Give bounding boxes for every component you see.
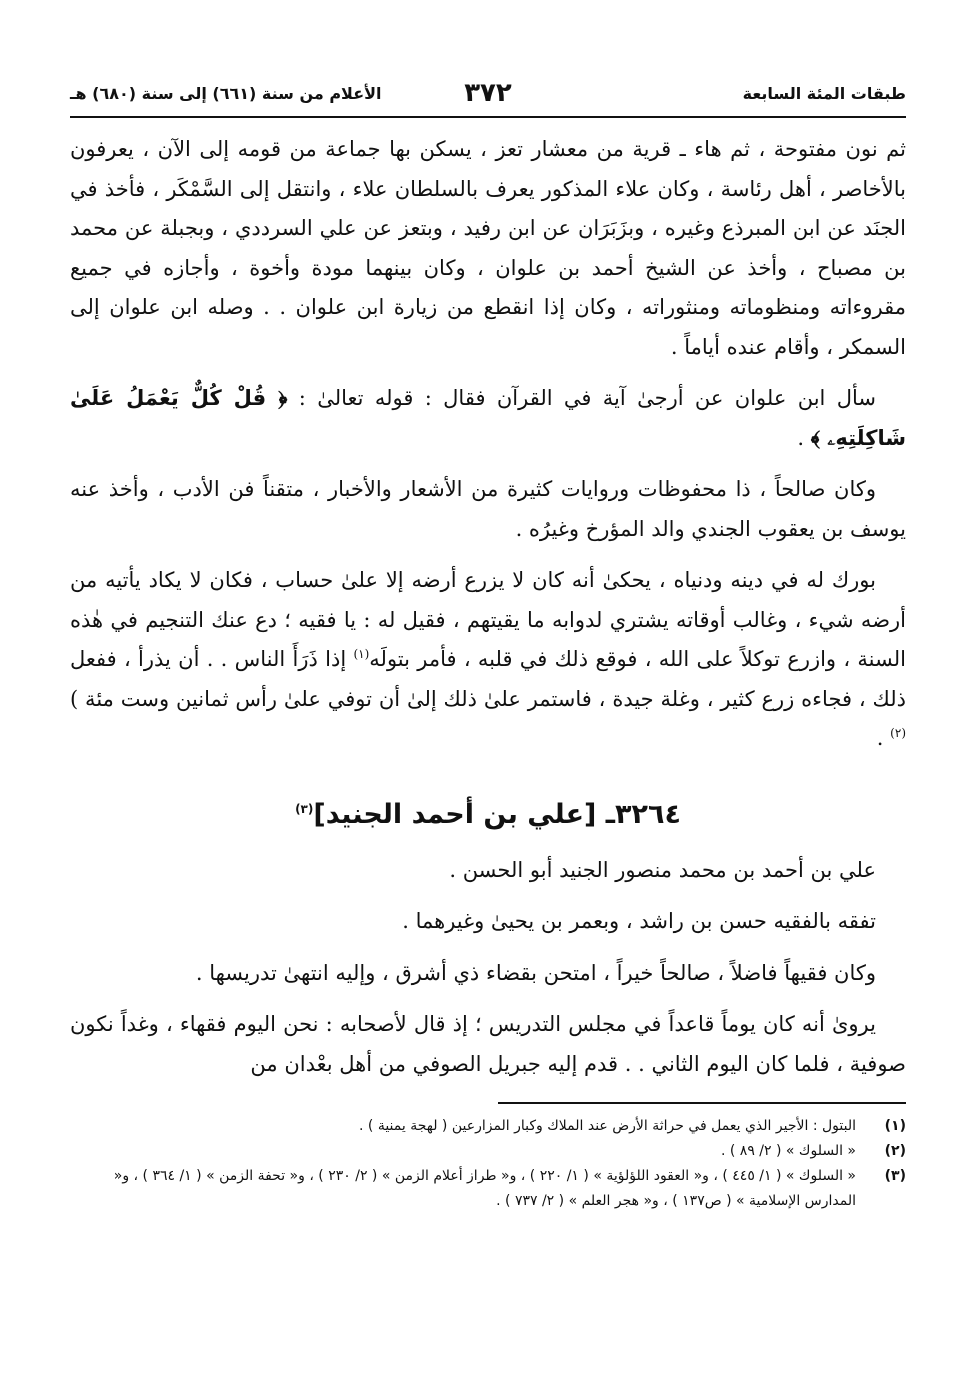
footnote-number: (١): [884, 1118, 906, 1134]
footnote-number: (٣): [884, 1168, 906, 1184]
book-section-title: طبقات المئة السابعة: [742, 84, 906, 103]
footnote-marker-2[interactable]: (٢): [890, 726, 906, 740]
quran-end: .: [797, 425, 805, 450]
entry-heading: [70, 795, 906, 835]
paragraph-1: ثم نون مفتوحة ، ثم هاء ـ قرية من معشار تعز ، يسكن بها جماعة من قومه إلى الآن ، يعرفون بالأخاصر ، أهل رئاسة ، وكان علاء المذكور يعرف بالسلطان علاء ، وانتقل إلى السَّمْكَر ، فأخذ في الجنَد عن ابن المبرذع وغيره ، وبزَبَرَان عن ابن رفيد ، وبتعز عن علي السرددي ، وبجبلة عن محمد بن مصباح ، وأخذ عن الشيخ أحمد بن علوان ، وكان بينهما مودة وأخوة ، وأجازه في جميع مقروءاته ومنظوماته ومنثوراته ، وكان إذا انقطع من زيارة ابن علوان . . وصله ابن علوان إلى السمكر ، وأقام عنده أياماً .: [70, 137, 906, 359]
entry-paragraph-2: تفقه بالفقيه حسن بن راشد ، وبعمر بن يحيىٰ وغيرهما .: [402, 909, 876, 933]
para4-part1: بورك له في دينه ودنياه ، يحكىٰ أنه كان لا يزرع أرضه إلا علىٰ حساب ، فكان لا يكاد يأتيه من أرضه شيء ، وغالب أوقاته يشتري لدوابه ما يقيتهم ، فقيل له : يا فقيه ؛ دع عنك التنجيم في هٰذه السنة ، وازرع توكلاً على الله ، فوقع ذلك في قلبه ، فأمر بتولَه: [70, 568, 906, 671]
entry-title: ٣٢٦٤ـ [علي بن أحمد الجنيد]: [313, 798, 681, 830]
para4-end: .: [876, 726, 884, 750]
quran-intro: سأل ابن علوان عن أرجىٰ آية في القرآن فقال : قوله تعالىٰ :: [298, 386, 876, 410]
entry-paragraph-1: علي بن أحمد بن محمد منصور الجنيد أبو الحسن .: [449, 857, 876, 882]
footnote-marker-3[interactable]: (٣): [295, 801, 314, 816]
footnote-text: البتول : الأجير الذي يعمل في حراثة الأرض عند الملاك وكبار المزارعين ( لهجة يمنية ) .: [359, 1118, 856, 1134]
page-header: [70, 78, 906, 118]
footnote-text: « السلوك » ( ١/ ٤٤٥ ) ، و« العقود اللؤلؤية » ( ١/ ٢٢٠ ) ، و« طراز أعلام الزمن » ( ٢/ ٢٣٠ ) ، و« تحفة الزمن » ( ١/ ٣٦٤ ) ، و« المدارس الإسلامية » ( ص١٣٧ ) ، و« هجر العلم » ( ٢/ ٧٣٧ ) .: [113, 1168, 856, 1209]
paragraph-4: [70, 561, 906, 759]
paragraph-3: وكان صالحاً ، ذا محفوظات وروايات كثيرة من الأشعار والأخبار ، متقناً فن الأدب ، وأخذ عنه يوسف بن يعقوب الجندي والد المؤرخ وغيرُه .: [70, 477, 906, 541]
paragraph-quran: [70, 379, 906, 458]
quran-verse: ﴿ قُلْ كُلٌّ يَعْمَلُ عَلَىٰ شَاكِلَتِهِۦ ﴾: [70, 386, 906, 450]
footnote-3: [70, 1164, 906, 1214]
footnote-2: [70, 1139, 906, 1164]
footnote-divider: [498, 1102, 906, 1104]
footnote-marker-1[interactable]: (١): [353, 647, 370, 661]
footnote-text: « السلوك » ( ٢/ ٨٩ ) .: [720, 1143, 856, 1159]
entry-paragraph-3: وكان فقيهاً فاضلاً ، صالحاً خيراً ، امتحن بقضاء ذي أشرق ، وإليه انتهىٰ تدريسها .: [195, 960, 876, 985]
page-body: [70, 130, 906, 1084]
footnotes: [70, 1114, 906, 1214]
para4-part2: إذا ذَرَأَ الناس . . أن يذرأ ، ففعل ذلك ، فجاءه زرع كثير ، وغلة جيدة ، فاستمر علىٰ ذلك إلىٰ أن توفي علىٰ رأس ثمانين وست مئة ): [70, 647, 906, 711]
footnote-number: (٢): [884, 1143, 906, 1159]
page-number: ٣٧٢: [464, 78, 512, 108]
entry-paragraph-4: يروىٰ أنه كان يوماً قاعداً في مجلس التدريس ؛ إذ قال لأصحابه : نحن اليوم فقهاء ، وغداً نكون صوفية ، فلما كان اليوم الثاني . . قدم إليه جبريل الصوفي من أهل بعْدان من: [70, 1012, 906, 1076]
page: [70, 78, 906, 1214]
footnote-1: [70, 1114, 906, 1139]
year-range: الأعلام من سنة (٦٦١) إلى سنة (٦٨٠) هـ: [70, 84, 382, 103]
